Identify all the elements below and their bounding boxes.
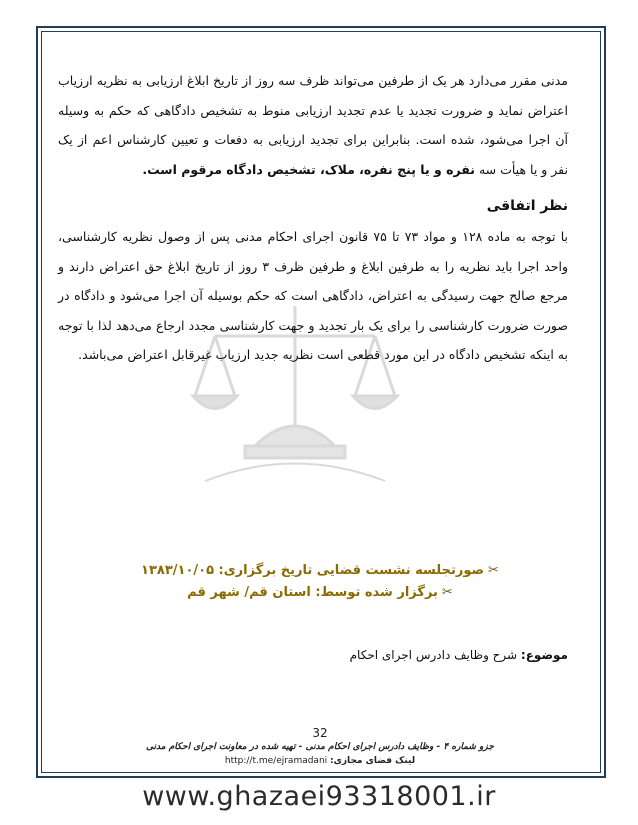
paragraph-opinion-intro [58,66,568,184]
subject-label: موضوع: [520,648,568,662]
section-heading: نظر اتفاقی [486,198,568,214]
page-number: 32 [312,726,328,740]
page-footer [40,726,600,768]
paragraph-bold-tail: نفره و یا پنج نفره، ملاک، تشخیص دادگاه مرقوم است. [142,161,475,177]
footer-telegram-link[interactable]: http://t.me/ejramadani [224,756,328,766]
subject-line [350,648,568,662]
paragraph-text: مدنی مقرر می‌دارد هر یک از طرفین می‌تواند ظرف سه روز از تاریخ ابلاغ ارزیابی به نظریه ارزیاب اعتراض نماید و ضرورت تجدید یا عدم تجدید ارزیابی منوط به تشخیص دادگاهی که حکم به وسیله آن اجرا می‌شود، شده است. بنابراین برای تجدید ارزیابی به دفعات و تعیین کارشناس اعم از یک نفر و یا هیأت سه [58,73,568,177]
footer-booklet-title: جزو شماره ۴ - وظایف دادرس اجرای احکام مدنی - تهیه شده در معاونت اجرای احکام مدنی [146,742,494,752]
paragraph-unanimous-opinion: با توجه به ماده ۱۲۸ و مواد ۷۳ تا ۷۵ قانون اجرای احکام مدنی پس از وصول نظریه کارشناسی، واحد اجرا باید نظریه را به طرفین ابلاغ و طرفین ظرف ۳ روز از تاریخ ابلاغ حق اعتراض دارند و مرجع صالح جهت رسیدگی به اعتراض، دادگاهی است که حکم بوسیله آن اجرا می‌شود و دادگاه در صورت ضرورت کارشناسی را برای یک بار تجدید و جهت کارشناسی مجدد ارجاع می‌دهد لذا با توجه به اینکه تشخیص دادگاه در این مورد قطعی است نظریه جدید ارزیاب غیرقابل اعتراض می‌باشد. [58,229,569,362]
session-date-text: صورتجلسه نشست قضایی تاریخ برگزاری: ۱۳۸۳/۱۰/۰۵ [141,563,485,578]
scissors-icon: ✂ [441,585,453,600]
subject-value: شرح وظایف دادرس اجرای احکام [349,648,521,662]
document-body [58,66,568,370]
session-organizer-text: برگزار شده توسط: استان قم/ شهر قم [187,585,438,600]
session-date-line [40,560,600,582]
footer-link-label: لینک فضای مجازی: [330,756,416,766]
session-organizer-line [40,582,600,604]
scissors-icon: ✂ [488,563,499,578]
footer-link-row [40,754,600,768]
website-watermark: www.ghazaei93318001.ir [142,781,496,812]
session-info [40,560,600,604]
